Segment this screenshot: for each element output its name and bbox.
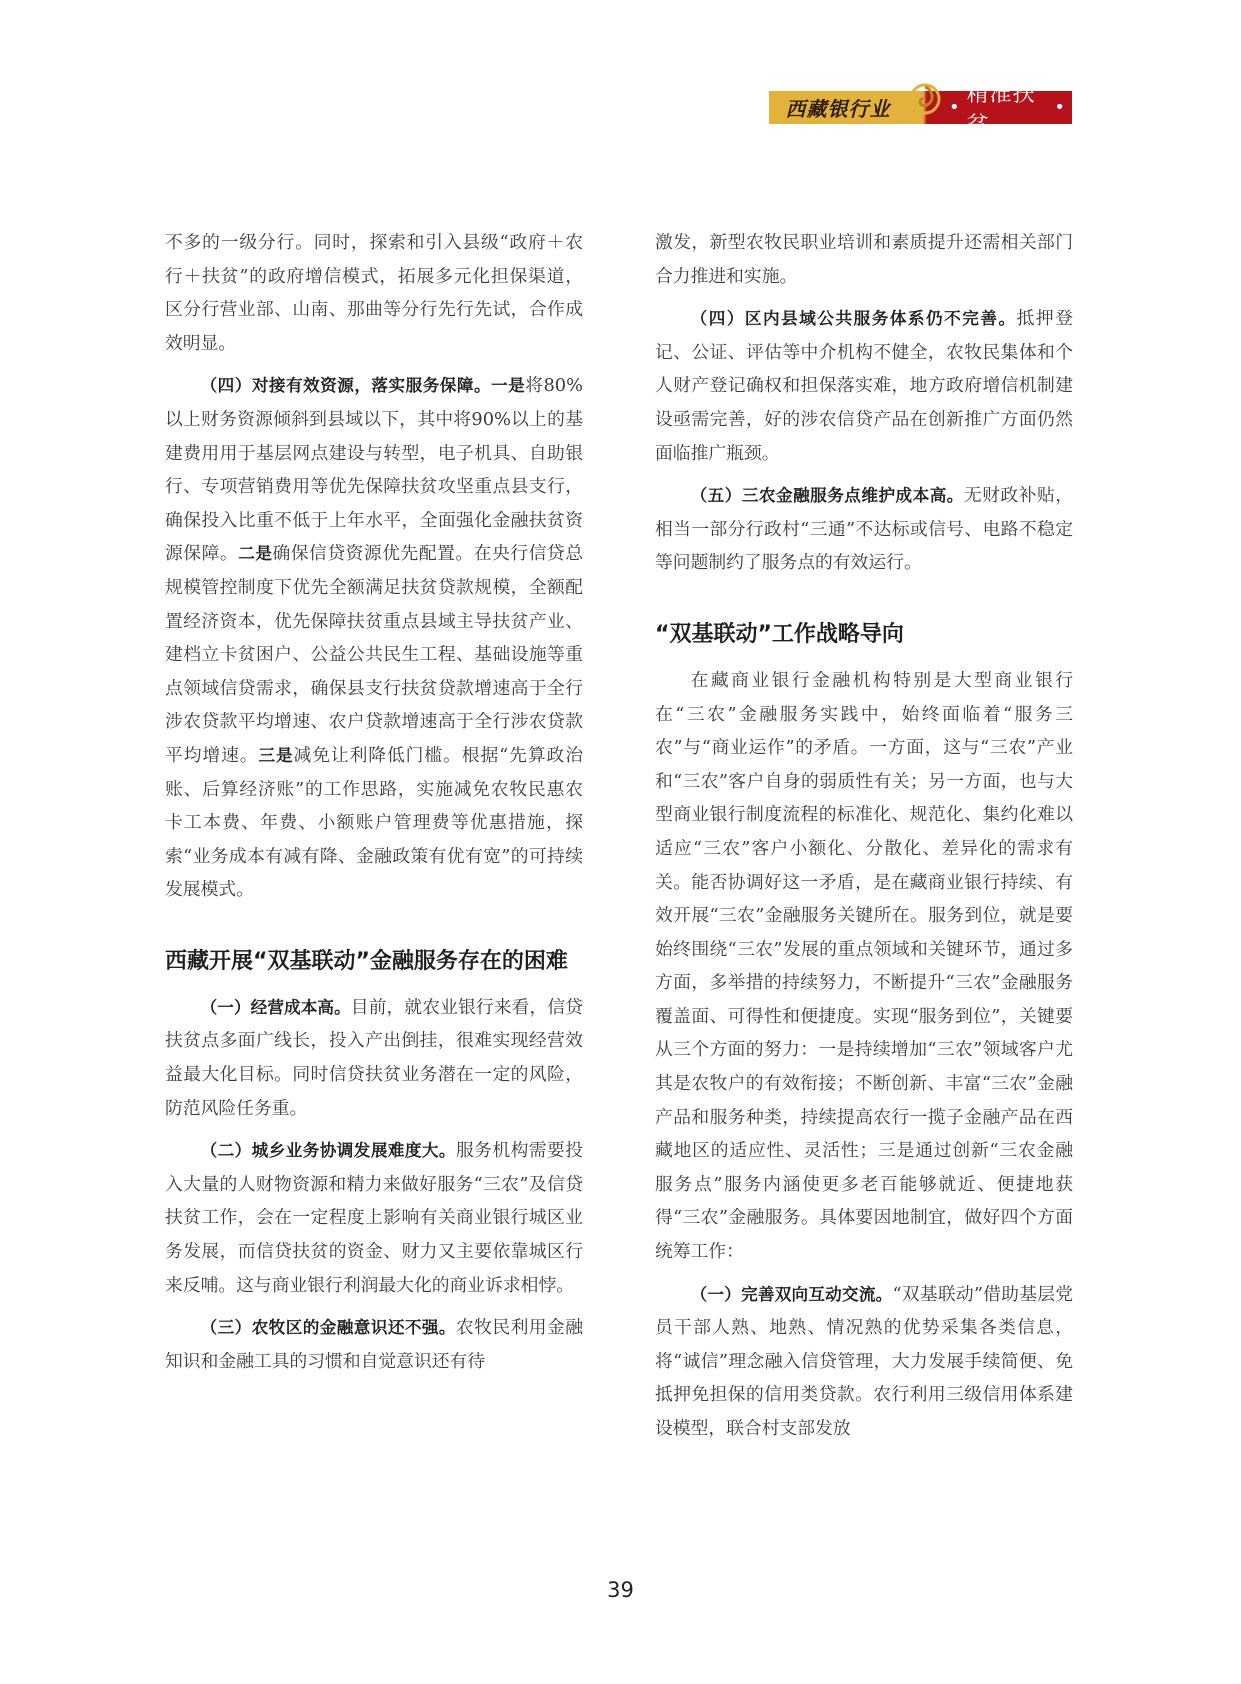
paragraph xyxy=(655,1278,1073,1446)
page-number: 39 xyxy=(607,1578,634,1602)
paragraph-text: 目前，就农业银行来看，信贷扶贫点多面广线长，投入产出倒挂，很难实现经营效益最大化目标。同时信贷扶贫业务潜在一定的风险，防范风险任务重。 xyxy=(165,996,583,1119)
paragraph-heading: 三是 xyxy=(258,745,294,765)
paragraph xyxy=(655,302,1073,470)
paragraph xyxy=(165,1311,583,1378)
paragraph-text: 减免让利降低门槛。根据“先算政治账、后算经济账”的工作思路，实施减免农牧民惠农卡工本费、年费、小额账户管理费等优惠措施，探索“业务成本有减有降、金融政策有优有宽”的可持续发展模式。 xyxy=(165,744,583,901)
paragraph xyxy=(165,1134,583,1302)
column-title: • 精准扶贫 • xyxy=(943,91,1072,124)
paragraph-heading: （二）城乡业务协调发展难度大。 xyxy=(200,1141,456,1161)
swirl-emblem-icon xyxy=(907,91,943,124)
paragraph xyxy=(655,479,1073,580)
paragraph-heading: （三）农牧区的金融意识还不强。 xyxy=(200,1318,456,1338)
publication-name: 西藏银行业 xyxy=(769,91,907,124)
paragraph-text: 农牧民利用金融知识和金融工具的习惯和自觉意识还有待 xyxy=(165,1317,583,1372)
paragraph xyxy=(165,991,583,1125)
paragraph-text: 无财政补贴，相当一部分行政村“三通”不达标或信号、电路不稳定等问题制约了服务点的有效运行。 xyxy=(655,485,1073,574)
paragraph: 不多的一级分行。同时，探索和引入县级“政府＋农行＋扶贫”的政府增信模式，拓展多元化担保渠道，区分行营业部、山南、那曲等分行先行先试，合作成效明显。 xyxy=(165,232,583,354)
paragraph-text: 服务机构需要投入大量的人财物资源和精力来做好服务“三农”及信贷扶贫工作，会在一定程度上影响有关商业银行城区业务发展，而信贷扶贫的资金、财力又主要依靠城区行来反哺。这与商业银行利润最大化的商业诉求相悖。 xyxy=(165,1140,583,1296)
paragraph-text: 抵押登记、公证、评估等中介机构不健全，农牧民集体和个人财产登记确权和担保落实难，地方政府增信机制建设亟需完善，好的涉农信贷产品在创新推广方面仍然面临推广瓶颈。 xyxy=(655,308,1073,464)
paragraph: 激发，新型农牧民职业培训和素质提升还需相关部门合力推进和实施。 xyxy=(655,232,1073,287)
paragraph-text: 确保信贷资源优先配置。在央行信贷总规模管控制度下优先全额满足扶贫贷款规模，全额配置经济资本，优先保障扶贫重点县域主导扶贫产业、建档立卡贫困户、公益公共民生工程、基础设施等重点领域信贷需求，确保县支行扶贫贷款增速高于全行涉农贷款平均增速、农户贷款增速高于全行涉农贷款平均增速。 xyxy=(165,543,583,766)
paragraph-heading: （一）完善双向互动交流。 xyxy=(690,1284,893,1304)
paragraph-heading: 二是 xyxy=(238,544,273,564)
paragraph: 在藏商业银行金融机构特别是大型商业银行在“三农”金融服务实践中，始终面临着“服务三农”与“商业运作”的矛盾。一方面，这与“三农”产业和“三农”客户自身的弱质性有关；另一方面，也与大型商业银行制度流程的标准化、规范化、集约化难以适应“三农”客户小额化、分散化、差异化的需求有关。能否协调好这一矛盾，是在藏商业银行持续、有效开展“三农”金融服务关键所在。服务到位，就是要始终围绕“三农”发展的重点领域和关键环节，通过多方面，多举措的持续努力，不断提升“三农”金融服务覆盖面、可得性和便捷度。实现“服务到位”，关键要从三个方面的努力：一是持续增加“三农”领域客户尤其是农牧户的有效衔接；不断创新、丰富“三农”金融产品和服务种类，持续提高农行一揽子金融产品在西藏地区的适应性、灵活性；三是通过创新“三农金融服务点”服务内涵使更多老百能够就近、便捷地获得“三农”金融服务。具体要因地制宜，做好四个方面统筹工作： xyxy=(655,669,1073,1263)
right-column xyxy=(655,226,1073,1455)
paragraph xyxy=(165,369,583,907)
section-title: 西藏开展“双基联动”金融服务存在的困难 xyxy=(165,948,568,974)
paragraph-heading: （五）三农金融服务点维护成本高。 xyxy=(690,486,964,506)
paragraph-heading: （一）经营成本高。 xyxy=(200,997,351,1017)
section-title: “双基联动”工作战略导向 xyxy=(655,621,904,647)
paragraph-heading: （四）对接有效资源，落实服务保障。一是 xyxy=(200,376,526,396)
paragraph-text: 将80%以上财务资源倾斜到县域以下，其中将90%以上的基建费用用于基层网点建设与转型，电子机具、自助银行、专项营销费用等优先保障扶贫攻坚重点县支行，确保投入比重不低于上年水平，全面强化金融扶贫资源保障。 xyxy=(165,375,583,565)
paragraph-text: “双基联动”借助基层党员干部人熟、地熟、情况熟的优势采集各类信息，将“诚信”理念融入信贷管理，大力发展手续简便、免抵押免担保的信用类贷款。农行利用三级信用体系建设模型，联合村支部发放 xyxy=(655,1283,1073,1439)
left-column xyxy=(165,226,583,1387)
header-banner xyxy=(769,81,1072,138)
column-title-text: 精准扶贫 xyxy=(966,81,1036,138)
paragraph-heading: （四）区内县域公共服务体系仍不完善。 xyxy=(690,309,1017,329)
